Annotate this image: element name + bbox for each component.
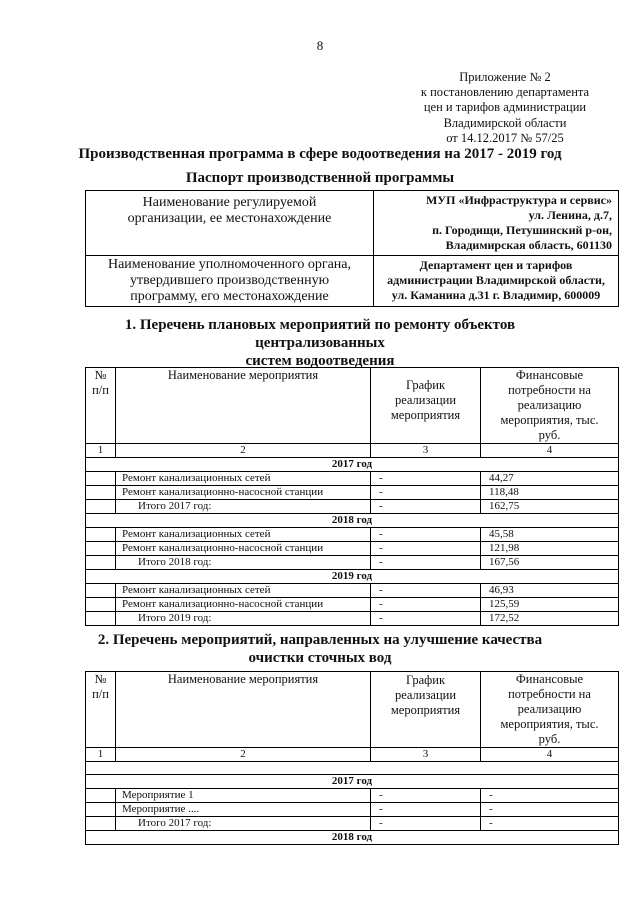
year-row [86,458,619,472]
activity-schedule: - [371,472,481,486]
passport-title: Паспорт производственной программы [185,170,455,186]
passport-row [86,256,619,307]
year-label: 2017 год [86,775,619,789]
header-schedule: График реализации мероприятия [371,672,481,748]
spacer-row [86,762,619,775]
page-number: 8 [316,38,324,53]
table-row [86,542,619,556]
activity-name: Ремонт канализационно-насосной станции [116,486,371,500]
header-name: Наименование мероприятия [116,672,371,748]
passport-value-line: Департамент цен и тарифов [419,258,573,272]
passport-value-line: МУП «Инфраструктура и сервис» [425,193,612,207]
column-number: 2 [116,748,371,762]
section2-table [85,671,619,845]
activity-name: Ремонт канализационных сетей [116,528,371,542]
passport-value [374,256,619,307]
activity-name: Ремонт канализационных сетей [116,472,371,486]
section1-title-line: 1. Перечень плановых мероприятий по ремонту объектов [124,317,516,333]
section1-title-line: систем водоотведения [245,353,395,369]
table-row [86,803,619,817]
total-row [86,556,619,570]
total-amount: 162,75 [481,500,619,514]
year-label: 2017 год [86,458,619,472]
table-row [86,789,619,803]
passport-label [86,191,374,256]
year-label: 2018 год [86,514,619,528]
table-row [86,584,619,598]
activity-name: Мероприятие .... [116,803,371,817]
activity-amount: 125,59 [481,598,619,612]
activity-amount: 46,93 [481,584,619,598]
passport-label [86,256,374,307]
total-row [86,612,619,626]
passport-label-line: Наименование уполномоченного органа, [107,257,352,272]
appendix-line: цен и тарифов администрации [423,100,587,115]
section1-title-line: централизованных [255,335,385,351]
header-number: № п/п [86,672,116,748]
activity-name: Ремонт канализационно-насосной станции [116,598,371,612]
activity-schedule: - [371,542,481,556]
total-row [86,500,619,514]
year-row [86,570,619,584]
total-row [86,817,619,831]
activity-schedule: - [371,598,481,612]
column-number-row [86,444,619,458]
total-amount: 172,52 [481,612,619,626]
passport-label-line: утвердившего производственную [129,273,330,288]
column-number: 2 [116,444,371,458]
column-number: 1 [86,748,116,762]
activity-amount: - [481,803,619,817]
activity-amount: 121,98 [481,542,619,556]
passport-row [86,191,619,256]
header-number: № п/п [86,368,116,444]
activity-schedule: - [371,528,481,542]
table-header-row [86,672,619,748]
column-number: 1 [86,444,116,458]
total-schedule: - [371,817,481,831]
activity-amount: 118,48 [481,486,619,500]
total-amount: 167,56 [481,556,619,570]
column-number: 4 [481,444,619,458]
passport-value-line: администрации Владимирской области, [387,273,605,287]
appendix-line: от 14.12.2017 № 57/25 [446,130,564,145]
total-amount: - [481,817,619,831]
activity-amount: 44,27 [481,472,619,486]
total-label: Итого 2017 год: [116,817,371,831]
passport-value-line: ул. Каманина д.31 г. Владимир, 600009 [391,288,601,302]
table-row [86,598,619,612]
passport-label-line: программу, его местонахождение [130,289,329,304]
total-schedule: - [371,612,481,626]
passport-label-line: Наименование регулируемой [142,195,317,210]
activity-schedule: - [371,803,481,817]
activity-schedule: - [371,584,481,598]
column-number: 4 [481,748,619,762]
table-header-row [86,368,619,444]
year-label: 2019 год [86,570,619,584]
column-number: 3 [371,748,481,762]
section2-title-line: очистки сточных вод [248,650,392,666]
year-row [86,775,619,789]
appendix-line: Владимирской области [443,115,567,130]
activity-name: Ремонт канализационных сетей [116,584,371,598]
section1-table [85,367,619,626]
total-label: Итого 2019 год: [116,612,371,626]
total-label: Итого 2017 год: [116,500,371,514]
column-number: 3 [371,444,481,458]
activity-schedule: - [371,486,481,500]
passport-value-line: п. Городищи, Петушинский р-он, [432,223,612,237]
year-row [86,831,619,845]
document-title: Производственная программа в сфере водоотведения на 2017 - 2019 год [78,146,562,162]
activity-name: Мероприятие 1 [116,789,371,803]
passport-value-line: Владимирская область, 601130 [445,238,612,252]
table-row [86,472,619,486]
total-label: Итого 2018 год: [116,556,371,570]
column-number-row [86,748,619,762]
year-label: 2018 год [86,831,619,845]
activity-amount: - [481,789,619,803]
total-schedule: - [371,556,481,570]
header-name: Наименование мероприятия [116,368,371,444]
header-schedule: График реализации мероприятия [371,368,481,444]
activity-schedule: - [371,789,481,803]
year-row [86,514,619,528]
appendix-line: к постановлению департамента [420,85,590,100]
section1-title [0,316,640,370]
appendix-block [395,70,615,146]
table-row [86,528,619,542]
appendix-line: Приложение № 2 [459,70,551,84]
section2-title-line: 2. Перечень мероприятий, направленных на улучшение качества [97,632,543,648]
section2-title [0,631,640,667]
header-finance: Финансовые потребности на реализацию мероприятия, тыс. руб. [481,672,619,748]
passport-table [85,190,619,307]
activity-name: Ремонт канализационно-насосной станции [116,542,371,556]
header-finance: Финансовые потребности на реализацию мероприятия, тыс. руб. [481,368,619,444]
passport-value [374,191,619,256]
total-schedule: - [371,500,481,514]
passport-label-line: организации, ее местонахождение [127,211,332,226]
table-row [86,486,619,500]
passport-value-line: ул. Ленина, д.7, [528,208,612,222]
activity-amount: 45,58 [481,528,619,542]
